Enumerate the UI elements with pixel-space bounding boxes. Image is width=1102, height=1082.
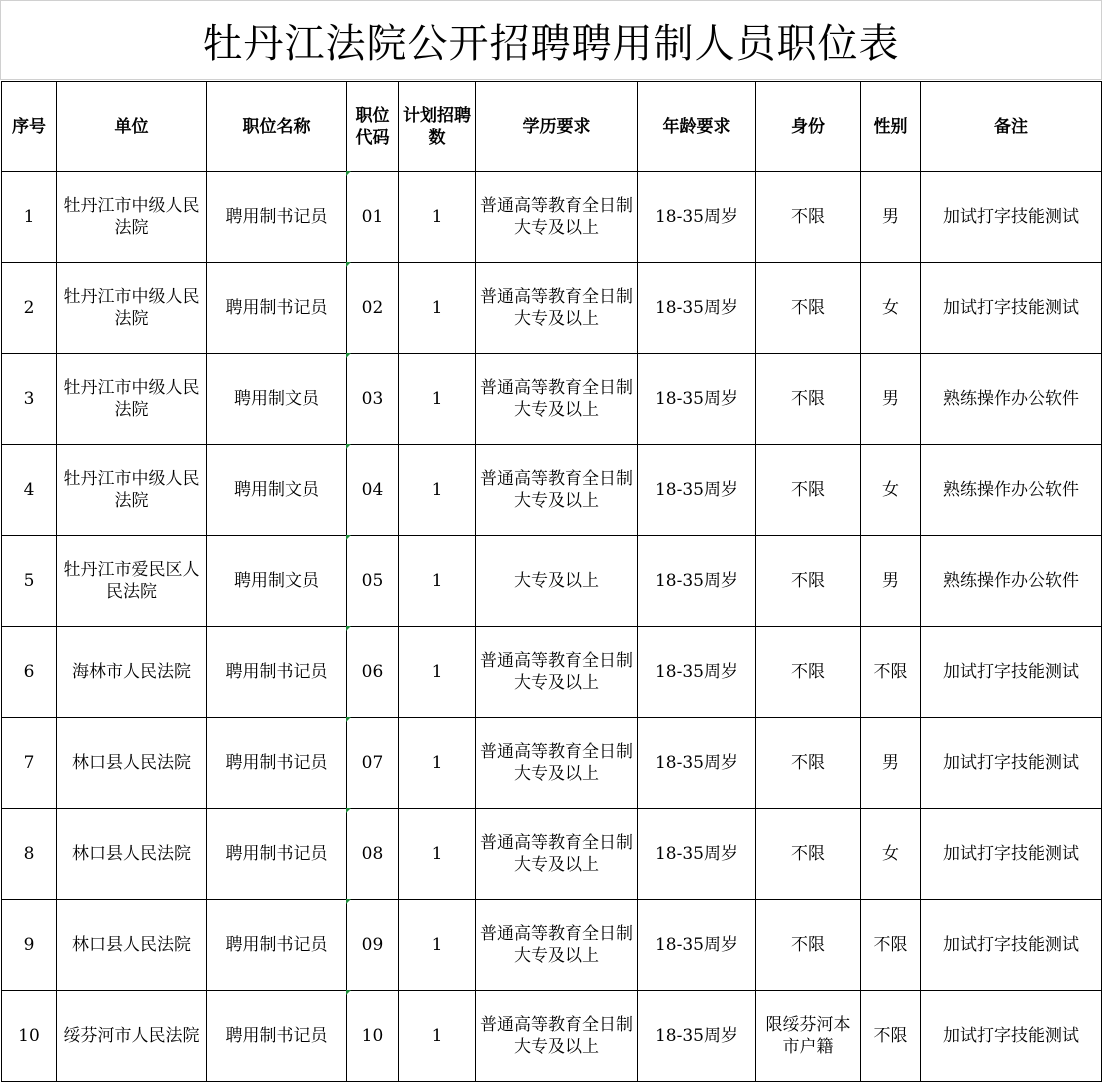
cell-education[interactable]: 普通高等教育全日制大专及以上 xyxy=(476,991,638,1082)
cell-count[interactable]: 1 xyxy=(399,536,476,627)
cell-education[interactable]: 普通高等教育全日制大专及以上 xyxy=(476,718,638,809)
cell-gender[interactable]: 不限 xyxy=(861,991,921,1082)
cell-age[interactable]: 18-35周岁 xyxy=(638,445,756,536)
cell-position[interactable]: 聘用制书记员 xyxy=(207,627,347,718)
cell-status[interactable]: 不限 xyxy=(756,354,861,445)
cell-unit[interactable]: 海林市人民法院 xyxy=(57,627,207,718)
positions-table xyxy=(1,81,1102,1082)
table-row xyxy=(2,354,1102,445)
cell-no[interactable]: 4 xyxy=(2,445,57,536)
cell-gender[interactable]: 不限 xyxy=(861,900,921,991)
cell-note[interactable]: 加试打字技能测试 xyxy=(921,627,1102,718)
cell-age[interactable]: 18-35周岁 xyxy=(638,809,756,900)
cell-gender[interactable]: 女 xyxy=(861,263,921,354)
header-cell-code[interactable]: 职位代码 xyxy=(347,82,399,172)
cell-gender[interactable]: 男 xyxy=(861,172,921,263)
cell-code[interactable]: 08 xyxy=(347,809,399,900)
table-row xyxy=(2,263,1102,354)
cell-no[interactable]: 2 xyxy=(2,263,57,354)
cell-code[interactable]: 05 xyxy=(347,536,399,627)
table-row xyxy=(2,445,1102,536)
cell-no[interactable]: 9 xyxy=(2,900,57,991)
cell-unit[interactable]: 林口县人民法院 xyxy=(57,809,207,900)
cell-age[interactable]: 18-35周岁 xyxy=(638,991,756,1082)
cell-note[interactable]: 加试打字技能测试 xyxy=(921,172,1102,263)
cell-position[interactable]: 聘用制书记员 xyxy=(207,718,347,809)
cell-status[interactable]: 不限 xyxy=(756,536,861,627)
cell-code[interactable]: 04 xyxy=(347,445,399,536)
cell-count[interactable]: 1 xyxy=(399,263,476,354)
cell-count[interactable]: 1 xyxy=(399,991,476,1082)
cell-unit[interactable]: 牡丹江市中级人民法院 xyxy=(57,263,207,354)
cell-note[interactable]: 熟练操作办公软件 xyxy=(921,536,1102,627)
table-row xyxy=(2,991,1102,1082)
cell-age[interactable]: 18-35周岁 xyxy=(638,718,756,809)
table-row xyxy=(2,809,1102,900)
cell-code[interactable]: 01 xyxy=(347,172,399,263)
header-cell-position[interactable]: 职位名称 xyxy=(207,82,347,172)
cell-status[interactable]: 不限 xyxy=(756,172,861,263)
cell-age[interactable]: 18-35周岁 xyxy=(638,900,756,991)
cell-education[interactable]: 普通高等教育全日制大专及以上 xyxy=(476,445,638,536)
cell-note[interactable]: 熟练操作办公软件 xyxy=(921,354,1102,445)
table-row xyxy=(2,627,1102,718)
header-cell-age[interactable]: 年龄要求 xyxy=(638,82,756,172)
cell-no[interactable]: 8 xyxy=(2,809,57,900)
cell-note[interactable]: 加试打字技能测试 xyxy=(921,991,1102,1082)
cell-position[interactable]: 聘用制书记员 xyxy=(207,900,347,991)
header-cell-no[interactable]: 序号 xyxy=(2,82,57,172)
cell-code[interactable]: 02 xyxy=(347,263,399,354)
cell-note[interactable]: 加试打字技能测试 xyxy=(921,900,1102,991)
header-row xyxy=(2,82,1102,172)
table-row xyxy=(2,536,1102,627)
cell-count[interactable]: 1 xyxy=(399,445,476,536)
cell-no[interactable]: 1 xyxy=(2,172,57,263)
header-cell-education[interactable]: 学历要求 xyxy=(476,82,638,172)
cell-position[interactable]: 聘用制文员 xyxy=(207,354,347,445)
cell-gender[interactable]: 女 xyxy=(861,809,921,900)
cell-education[interactable]: 普通高等教育全日制大专及以上 xyxy=(476,809,638,900)
cell-unit[interactable]: 林口县人民法院 xyxy=(57,900,207,991)
cell-position[interactable]: 聘用制文员 xyxy=(207,536,347,627)
cell-unit[interactable]: 牡丹江市爱民区人民法院 xyxy=(57,536,207,627)
cell-status[interactable]: 限绥芬河本市户籍 xyxy=(756,991,861,1082)
cell-no[interactable]: 3 xyxy=(2,354,57,445)
cell-status[interactable]: 不限 xyxy=(756,718,861,809)
cell-count[interactable]: 1 xyxy=(399,627,476,718)
cell-gender[interactable]: 男 xyxy=(861,536,921,627)
cell-code[interactable]: 07 xyxy=(347,718,399,809)
cell-status[interactable]: 不限 xyxy=(756,263,861,354)
cell-unit[interactable]: 绥芬河市人民法院 xyxy=(57,991,207,1082)
cell-position[interactable]: 聘用制书记员 xyxy=(207,809,347,900)
table-row xyxy=(2,172,1102,263)
header-cell-note[interactable]: 备注 xyxy=(921,82,1102,172)
cell-education[interactable]: 普通高等教育全日制大专及以上 xyxy=(476,354,638,445)
cell-code[interactable]: 06 xyxy=(347,627,399,718)
header-cell-status[interactable]: 身份 xyxy=(756,82,861,172)
cell-position[interactable]: 聘用制书记员 xyxy=(207,172,347,263)
cell-position[interactable]: 聘用制文员 xyxy=(207,445,347,536)
table-row xyxy=(2,900,1102,991)
cell-count[interactable]: 1 xyxy=(399,718,476,809)
cell-unit[interactable]: 牡丹江市中级人民法院 xyxy=(57,354,207,445)
cell-no[interactable]: 10 xyxy=(2,991,57,1082)
cell-unit[interactable]: 林口县人民法院 xyxy=(57,718,207,809)
cell-status[interactable]: 不限 xyxy=(756,627,861,718)
cell-age[interactable]: 18-35周岁 xyxy=(638,172,756,263)
cell-age[interactable]: 18-35周岁 xyxy=(638,627,756,718)
cell-gender[interactable]: 男 xyxy=(861,354,921,445)
cell-gender[interactable]: 男 xyxy=(861,718,921,809)
cell-count[interactable]: 1 xyxy=(399,354,476,445)
table-row xyxy=(2,718,1102,809)
cell-position[interactable]: 聘用制书记员 xyxy=(207,263,347,354)
header-cell-count[interactable]: 计划招聘数 xyxy=(399,82,476,172)
cell-age[interactable]: 18-35周岁 xyxy=(638,536,756,627)
cell-gender[interactable]: 不限 xyxy=(861,627,921,718)
cell-education[interactable]: 普通高等教育全日制大专及以上 xyxy=(476,172,638,263)
cell-education[interactable]: 普通高等教育全日制大专及以上 xyxy=(476,627,638,718)
cell-unit[interactable]: 牡丹江市中级人民法院 xyxy=(57,445,207,536)
cell-age[interactable]: 18-35周岁 xyxy=(638,354,756,445)
cell-education[interactable]: 普通高等教育全日制大专及以上 xyxy=(476,900,638,991)
cell-no[interactable]: 5 xyxy=(2,536,57,627)
cell-note[interactable]: 加试打字技能测试 xyxy=(921,263,1102,354)
cell-position[interactable]: 聘用制书记员 xyxy=(207,991,347,1082)
cell-count[interactable]: 1 xyxy=(399,809,476,900)
cell-age[interactable]: 18-35周岁 xyxy=(638,263,756,354)
cell-count[interactable]: 1 xyxy=(399,900,476,991)
cell-code[interactable]: 09 xyxy=(347,900,399,991)
cell-status[interactable]: 不限 xyxy=(756,445,861,536)
cell-code[interactable]: 03 xyxy=(347,354,399,445)
cell-code[interactable]: 10 xyxy=(347,991,399,1082)
cell-gender[interactable]: 女 xyxy=(861,445,921,536)
header-cell-gender[interactable]: 性别 xyxy=(861,82,921,172)
cell-no[interactable]: 7 xyxy=(2,718,57,809)
cell-unit[interactable]: 牡丹江市中级人民法院 xyxy=(57,172,207,263)
page-title: 牡丹江法院公开招聘聘用制人员职位表 xyxy=(0,0,1102,80)
cell-status[interactable]: 不限 xyxy=(756,900,861,991)
cell-education[interactable]: 普通高等教育全日制大专及以上 xyxy=(476,263,638,354)
cell-count[interactable]: 1 xyxy=(399,172,476,263)
cell-status[interactable]: 不限 xyxy=(756,809,861,900)
cell-education[interactable]: 大专及以上 xyxy=(476,536,638,627)
header-cell-unit[interactable]: 单位 xyxy=(57,82,207,172)
cell-note[interactable]: 加试打字技能测试 xyxy=(921,718,1102,809)
cell-note[interactable]: 熟练操作办公软件 xyxy=(921,445,1102,536)
cell-no[interactable]: 6 xyxy=(2,627,57,718)
cell-note[interactable]: 加试打字技能测试 xyxy=(921,809,1102,900)
